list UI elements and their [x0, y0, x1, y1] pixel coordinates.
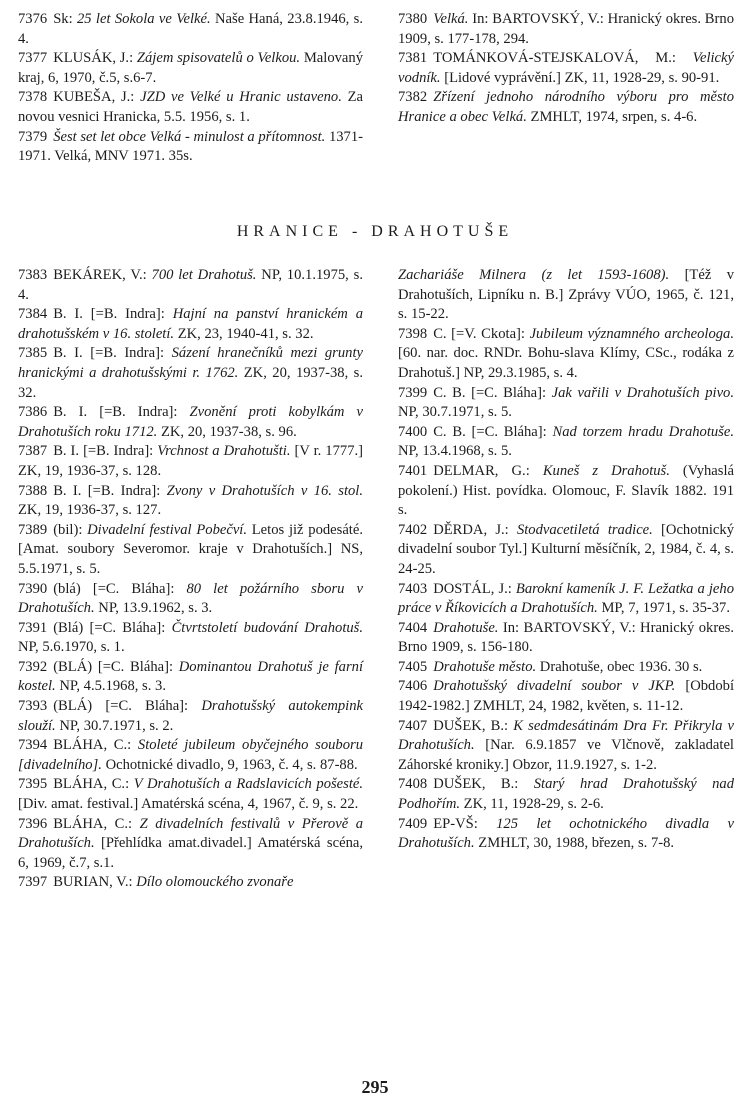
entry-author: C. B. [=C. Bláha]: [433, 423, 553, 440]
bibliography-entry [398, 10, 734, 49]
entry-title: Šest set let obce Velká - minulost a přítomnost. [53, 128, 326, 145]
entry-title: Dominantou Drahotuš je farní kostel. [18, 658, 363, 695]
bottom-left-column [18, 266, 363, 893]
bibliography-entry [18, 88, 363, 127]
entry-number: 7406 [398, 678, 428, 695]
entry-title: Dílo olomouckého zvonaře [136, 874, 294, 891]
entry-title: Velický vodník. [398, 50, 734, 86]
entry-author: (BLÁ) [=C. Bláha]: [53, 658, 179, 675]
entry-title: Zvony v Drahotuších v 16. stol. [166, 482, 363, 499]
entry-number: 7392 [18, 658, 48, 675]
entry-source: ZMHLT, 1974, srpen, s. 4-6. [526, 108, 698, 125]
bibliography-entry [398, 677, 734, 716]
bibliography-entry [18, 736, 363, 775]
entry-number: 7387 [18, 443, 48, 460]
entry-number: 7379 [18, 128, 48, 145]
entry-source: ZK, 23, 1940-41, s. 32. [174, 325, 314, 342]
entry-source: ZK, 20, 1937-38, s. 96. [157, 423, 297, 440]
entry-title: Zájem spisovatelů o Velkou. [136, 50, 301, 67]
entry-title: Drahotušský divadelní soubor v JKP. [433, 678, 676, 695]
entry-title: Sázení hranečníků mezi grunty hranickými a drahotušskými r. 1762. [18, 345, 363, 381]
entry-number: 7390 [18, 580, 48, 597]
bibliography-entry [398, 384, 734, 423]
top-right-column [398, 10, 734, 128]
entry-title: 80 let požárního sboru v Drahotuších. [18, 580, 364, 617]
bibliography-entry [398, 88, 734, 127]
bibliography-entry [18, 266, 363, 305]
entry-author: DUŠEK, B.: [433, 776, 534, 793]
bibliography-entry [18, 442, 363, 481]
bibliography-entry [398, 521, 734, 580]
entry-source: NP, 10.1.1975, s. 4. [18, 267, 363, 303]
bibliography-entry [18, 482, 363, 521]
bibliography-entry [18, 619, 363, 658]
entry-number: 7409 [398, 815, 428, 832]
bibliography-entry [398, 423, 734, 462]
entry-title: Divadelní festival Pobečví. [87, 521, 247, 538]
entry-title: 25 let Sokola ve Velké. [77, 11, 211, 27]
bibliography-entry [18, 658, 363, 697]
entry-source: NP, 13.4.1968, s. 5. [398, 443, 512, 460]
entry-source: NP, 5.6.1970, s. 1. [18, 639, 125, 656]
entry-source: [Období 1942-1982.] ZMHLT, 24, 1982, květen, s. 11-12. [398, 678, 735, 715]
entry-title: 125 let ochotnického divadla v Drahotuších. [398, 815, 734, 852]
entry-number: 7399 [398, 384, 428, 401]
entry-author: DOSTÁL, J.: [433, 580, 516, 597]
entry-source: [60. nar. doc. RNDr. Bohu-slava Klímy, CSc., rodáka z Drahotuš.] NP, 29.3.1985, s. 4. [398, 345, 734, 381]
entry-number: 7393 [18, 698, 48, 715]
entry-number: 7384 [18, 306, 48, 323]
entry-title: Zachariáše Milnera (z let 1593-1608). [398, 267, 670, 283]
bibliography-entry [398, 49, 734, 88]
entry-author: (BLÁ) [=C. Bláha]: [53, 698, 202, 715]
bibliography-entry [18, 10, 363, 49]
entry-title: Hajní na panství hranickém a drahotušském v 16. století. [18, 306, 363, 342]
entry-title: Zřízení jednoho národního výboru pro město Hranice a obec Velká. [398, 89, 734, 125]
entry-author: (bil): [53, 521, 88, 538]
page-number: 295 [361, 1077, 389, 1097]
entry-title: JZD ve Velké u Hranic ustaveno. [140, 89, 342, 106]
entry-source: ZMHLT, 30, 1988, březen, s. 7-8. [474, 835, 675, 852]
bibliography-entry [18, 775, 363, 814]
entry-title: V Drahotuších a Radslavicích pošesté. [133, 776, 364, 793]
entry-title: Drahotuše město. [433, 658, 537, 675]
bottom-right-column [398, 266, 734, 854]
entry-source: [Též v Drahotuších, Lipníku n. B.] Zprávy VÚO, 1965, č. 121, s. 15-22. [398, 267, 734, 323]
entry-author: BURIAN, V.: [53, 874, 137, 891]
entry-source: Za novou vesnici Hranicka, 5.5. 1956, s. 1. [18, 89, 363, 125]
bibliography-entry [18, 49, 363, 88]
bibliography-entry [398, 717, 734, 776]
bibliography-entry [18, 521, 363, 580]
entry-number: 7394 [18, 737, 48, 754]
entry-author: Sk: [53, 11, 77, 27]
bibliography-entry [398, 815, 734, 854]
entry-author: BLÁHA, C.: [53, 776, 134, 793]
bibliography-entry [398, 266, 734, 325]
entry-author: KLUSÁK, J.: [53, 50, 137, 67]
entry-source: 1371-1971. Velká, MNV 1971. 35s. [18, 128, 363, 165]
entry-title: Starý hrad Drahotušský nad Podhořím. [398, 776, 734, 813]
entry-source: ZK, 20, 1937-38, s. 32. [18, 364, 363, 401]
entry-source: [Přehlídka amat.divadel.] Amatérská scéna, 6, 1969, č.7, s.1. [18, 835, 363, 871]
entry-author: EP-VŠ: [433, 815, 497, 832]
entry-number: 7386 [18, 404, 48, 421]
entry-author: DĚRDA, J.: [433, 521, 517, 538]
entry-title: Jubileum významného archeologa. [529, 325, 734, 342]
entry-author: B. I. [=B. Indra]: [53, 306, 173, 323]
bibliography-entry [398, 775, 734, 814]
entry-number: 7402 [398, 521, 428, 538]
entry-author: BEKÁREK, V.: [53, 267, 152, 283]
entry-title: Z divadelních festivalů v Přerově a Drahotuších. [18, 815, 363, 852]
entry-number: 7383 [18, 267, 48, 283]
section-heading: HRANICE - DRAHOTUŠE [236, 223, 514, 240]
entry-source: Malovaný kraj, 6, 1970, č.5, s.6-7. [18, 50, 363, 86]
entry-author: (blá) [=C. Bláha]: [53, 580, 187, 597]
entry-number: 7382 [398, 89, 428, 106]
entry-number: 7388 [18, 482, 48, 499]
bibliography-entry [18, 403, 363, 442]
entry-title: Zvonění proti kobylkám v Drahotuších roku 1712. [18, 404, 363, 440]
entry-source: NP, 4.5.1968, s. 3. [55, 678, 166, 695]
entry-number: 7391 [18, 619, 48, 636]
entry-author: DELMAR, G.: [433, 462, 543, 479]
entry-source: ZK, 19, 1936-37, s. 127. [18, 502, 162, 519]
top-left-column [18, 10, 363, 167]
entry-author: B. I. [=B. Indra]: [53, 443, 158, 460]
entry-title: Kuneš z Drahotuš. [542, 462, 670, 479]
bibliography-entry [18, 580, 363, 619]
entry-title: K sedmdesátinám Dra Fr. Přikryla v Drahotuších. [398, 717, 735, 754]
entry-number: 7407 [398, 717, 428, 734]
entry-author: BLÁHA, C.: [53, 737, 138, 754]
entry-author: B. I. [=B. Indra]: [53, 482, 167, 499]
entry-number: 7408 [398, 776, 428, 793]
bibliography-entry [398, 462, 734, 521]
entry-number: 7381 [398, 50, 428, 67]
entry-source: ZK, 11, 1928-29, s. 2-6. [460, 796, 604, 813]
entry-title: Velká. [433, 11, 469, 27]
entry-number: 7380 [398, 11, 428, 27]
entry-number: 7404 [398, 619, 428, 636]
entry-title: Barokní kameník J. F. Ležatka a jeho práce v Říkovicích a Drahotuších. [398, 580, 734, 617]
entry-source: Drahotuše, obec 1936. 30 s. [536, 658, 703, 675]
entry-source: [Ochotnický divadelní soubor Tyl.] Kulturní měsíčník, 2, 1984, č. 4, s. 24-25. [398, 521, 734, 577]
entry-source: MP, 7, 1971, s. 35-37. [597, 600, 730, 617]
entry-title: Drahotuše. [433, 619, 499, 636]
entry-source: In: BARTOVSKÝ, V.: Hranický okres. Brno 1909, s. 156-180. [398, 619, 734, 656]
entry-source: [V r. 1777.] ZK, 19, 1936-37, s. 128. [18, 443, 363, 479]
bibliography-entry [18, 873, 363, 893]
entry-number: 7401 [398, 462, 428, 479]
bibliography-entry [398, 580, 734, 619]
bibliography-entry [18, 697, 363, 736]
entry-author: DUŠEK, B.: [433, 717, 514, 734]
entry-source: In: BARTOVSKÝ, V.: Hranický okres. Brno 1909, s. 177-178, 294. [398, 11, 734, 47]
bibliography-entry [18, 344, 363, 403]
entry-number: 7385 [18, 345, 48, 362]
entry-author: C. [=V. Ckota]: [433, 325, 530, 342]
entry-author: BLÁHA, C.: [53, 815, 140, 832]
entry-source: Letos již podesáté. [Amat. soubory Severomor. kraje v Drahotuších.] NS, 5.5.1971, s. 5. [18, 521, 363, 577]
entry-source: [Nar. 6.9.1857 ve Vlčnově, zakladatel Záhorské kroniky.] Obzor, 11.9.1927, s. 1-2. [398, 737, 734, 773]
entry-number: 7403 [398, 580, 428, 597]
entry-number: 7376 [18, 11, 48, 27]
entry-number: 7389 [18, 521, 48, 538]
entry-title: Stodvacetiletá tradice. [516, 521, 653, 538]
entry-source: [Lidové vyprávění.] ZK, 11, 1928-29, s. 90-91. [440, 69, 720, 86]
bibliography-entry [398, 325, 734, 384]
entry-number: 7397 [18, 874, 48, 891]
bibliography-entry [18, 815, 363, 874]
entry-number: 7398 [398, 325, 428, 342]
bibliography-entry [18, 305, 363, 344]
entry-title: Vrchnost a Drahotušti. [157, 443, 291, 460]
entry-source: NP, 30.7.1971, s. 2. [55, 717, 174, 734]
entry-source: Naše Haná, 23.8.1946, s. 4. [18, 11, 363, 47]
entry-author: B. I. [=B. Indra]: [53, 345, 172, 362]
entry-number: 7377 [18, 50, 48, 67]
entry-source: Ochotnické divadlo, 9, 1963, č. 4, s. 87-88. [101, 756, 358, 773]
entry-author: (Blá) [=C. Bláha]: [53, 619, 172, 636]
entry-number: 7395 [18, 776, 48, 793]
entry-author: KUBEŠA, J.: [53, 89, 141, 106]
entry-title: Nad torzem hradu Drahotuše. [552, 423, 734, 440]
entry-number: 7378 [18, 89, 48, 106]
entry-source: NP, 13.9.1962, s. 3. [94, 600, 213, 617]
entry-title: Čtvrtstoletí budování Drahotuš. [171, 619, 363, 636]
entry-source: (Vyhaslá pokolení.) Hist. povídka. Olomouc, F. Slavík 1882. 191 s. [398, 462, 734, 519]
entry-title: Stoleté jubileum obyčejného souboru [divadelního]. [18, 737, 363, 773]
bibliography-entry [18, 128, 363, 167]
entry-number: 7396 [18, 815, 48, 832]
bibliography-entry [398, 658, 734, 678]
entry-source: NP, 30.7.1971, s. 5. [398, 404, 512, 421]
entry-number: 7400 [398, 423, 428, 440]
entry-author: B. I. [=B. Indra]: [53, 404, 190, 421]
entry-title: Drahotušský autokempink slouží. [18, 698, 363, 734]
bibliography-entry [398, 619, 734, 658]
entry-source: [Div. amat. festival.] Amatérská scéna, 4, 1967, č. 9, s. 22. [18, 796, 359, 813]
entry-title: 700 let Drahotuš. [151, 267, 257, 283]
entry-author: C. B. [=C. Bláha]: [433, 384, 552, 401]
entry-number: 7405 [398, 658, 428, 675]
entry-title: Jak vařili v Drahotuších pivo. [551, 384, 734, 401]
entry-author: TOMÁNKOVÁ-STEJSKALOVÁ, M.: [433, 50, 693, 67]
